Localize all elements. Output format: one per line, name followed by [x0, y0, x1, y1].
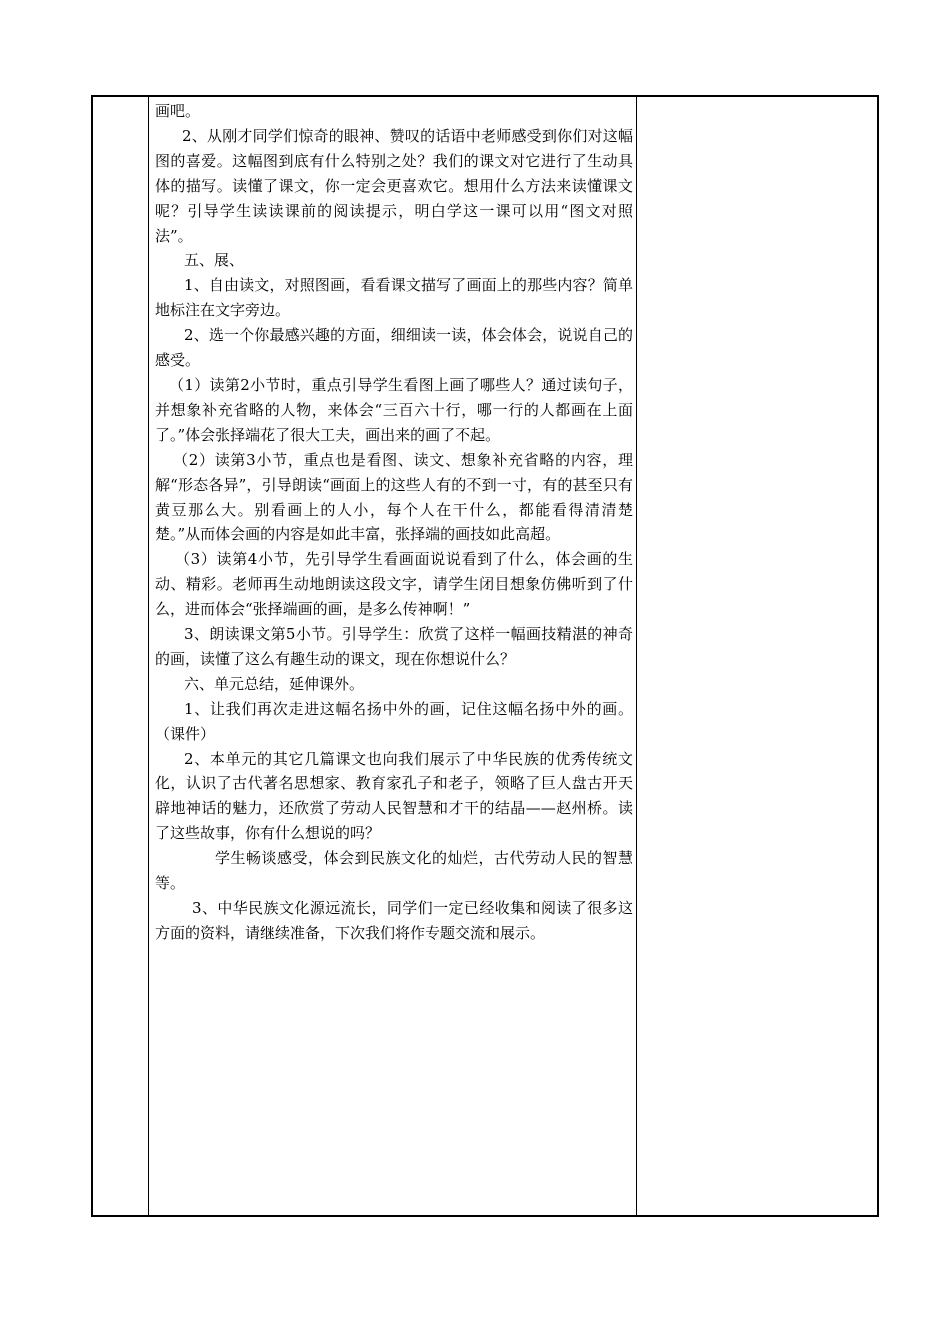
lesson-content-cell [155, 99, 633, 946]
paragraph: 学生畅谈感受，体会到民族文化的灿烂，古代劳动人民的智慧等。 [155, 849, 633, 893]
paragraph: （1）读第2小节时，重点引导学生看图上画了哪些人？通过读句子，并想象补充省略的人物，来体会“三百六十行，哪一行的人都画在上面了。”体会张择端花了很大工夫，画出来的画了不起。 [155, 375, 633, 444]
lesson-plan-table [91, 95, 879, 1217]
paragraph: 1、让我们再次走进这幅名扬中外的画，记住这幅名扬中外的画。（课件） [155, 699, 633, 743]
column-divider-left [148, 97, 149, 1215]
paragraph: 3、朗读课文第5小节。引导学生：欣赏了这样一幅画技精湛的神奇的画，读懂了这么有趣生动的课文，现在你想说什么？ [155, 625, 633, 668]
section-heading: 五、展、 [184, 251, 245, 270]
paragraph: 2、选一个你最感兴趣的方面，细细读一读，体会体会，说说自己的感受。 [155, 326, 633, 370]
paragraph: （2）读第3小节，重点也是看图、读文、想象补充省略的内容，理解“形态各异”，引导朗读“画面上的这些人有的不到一寸，有的甚至只有黄豆那么大。别看画上的人小，每个人在干什么，都能看得清清楚楚。”从而体会画的内容是如此丰富，张择端的画技如此高超。 [155, 450, 633, 544]
section-heading: 六、单元总结，延伸课外。 [184, 674, 365, 693]
paragraph: （3）读第4小节，先引导学生看画面说说看到了什么，体会画的生动、精彩。老师再生动地朗读这段文字，请学生闭目想象仿佛听到了什么，进而体会“张择端画的画，是多么传神啊！” [155, 550, 633, 619]
column-divider-right [636, 97, 637, 1215]
paragraph: 2、从刚才同学们惊奇的眼神、赞叹的话语中老师感受到你们对这幅图的喜爱。这幅图到底有什么特别之处？我们的课文对它进行了生动具体的描写。读懂了课文，你一定会更喜欢它。想用什么方法来读懂课文呢？引导学生读读课前的阅读提示，明白学这一课可以用“图文对照法”。 [155, 126, 633, 245]
paragraph: 画吧。 [155, 102, 201, 120]
paragraph: 2、本单元的其它几篇课文也向我们展示了中华民族的优秀传统文化，认识了古代著名思想家、教育家孔子和老子，领略了巨人盘古开天辟地神话的魅力，还欣赏了劳动人民智慧和才干的结晶——赵州桥。读了这些故事，你有什么想说的吗？ [155, 749, 633, 843]
paragraph: 1、自由读文，对照图画，看看课文描写了画面上的那些内容？简单地标注在文字旁边。 [155, 276, 633, 320]
paragraph: 3、中华民族文化源远流长，同学们一定已经收集和阅读了很多这方面的资料，请继续准备，下次我们将作专题交流和展示。 [155, 899, 633, 942]
